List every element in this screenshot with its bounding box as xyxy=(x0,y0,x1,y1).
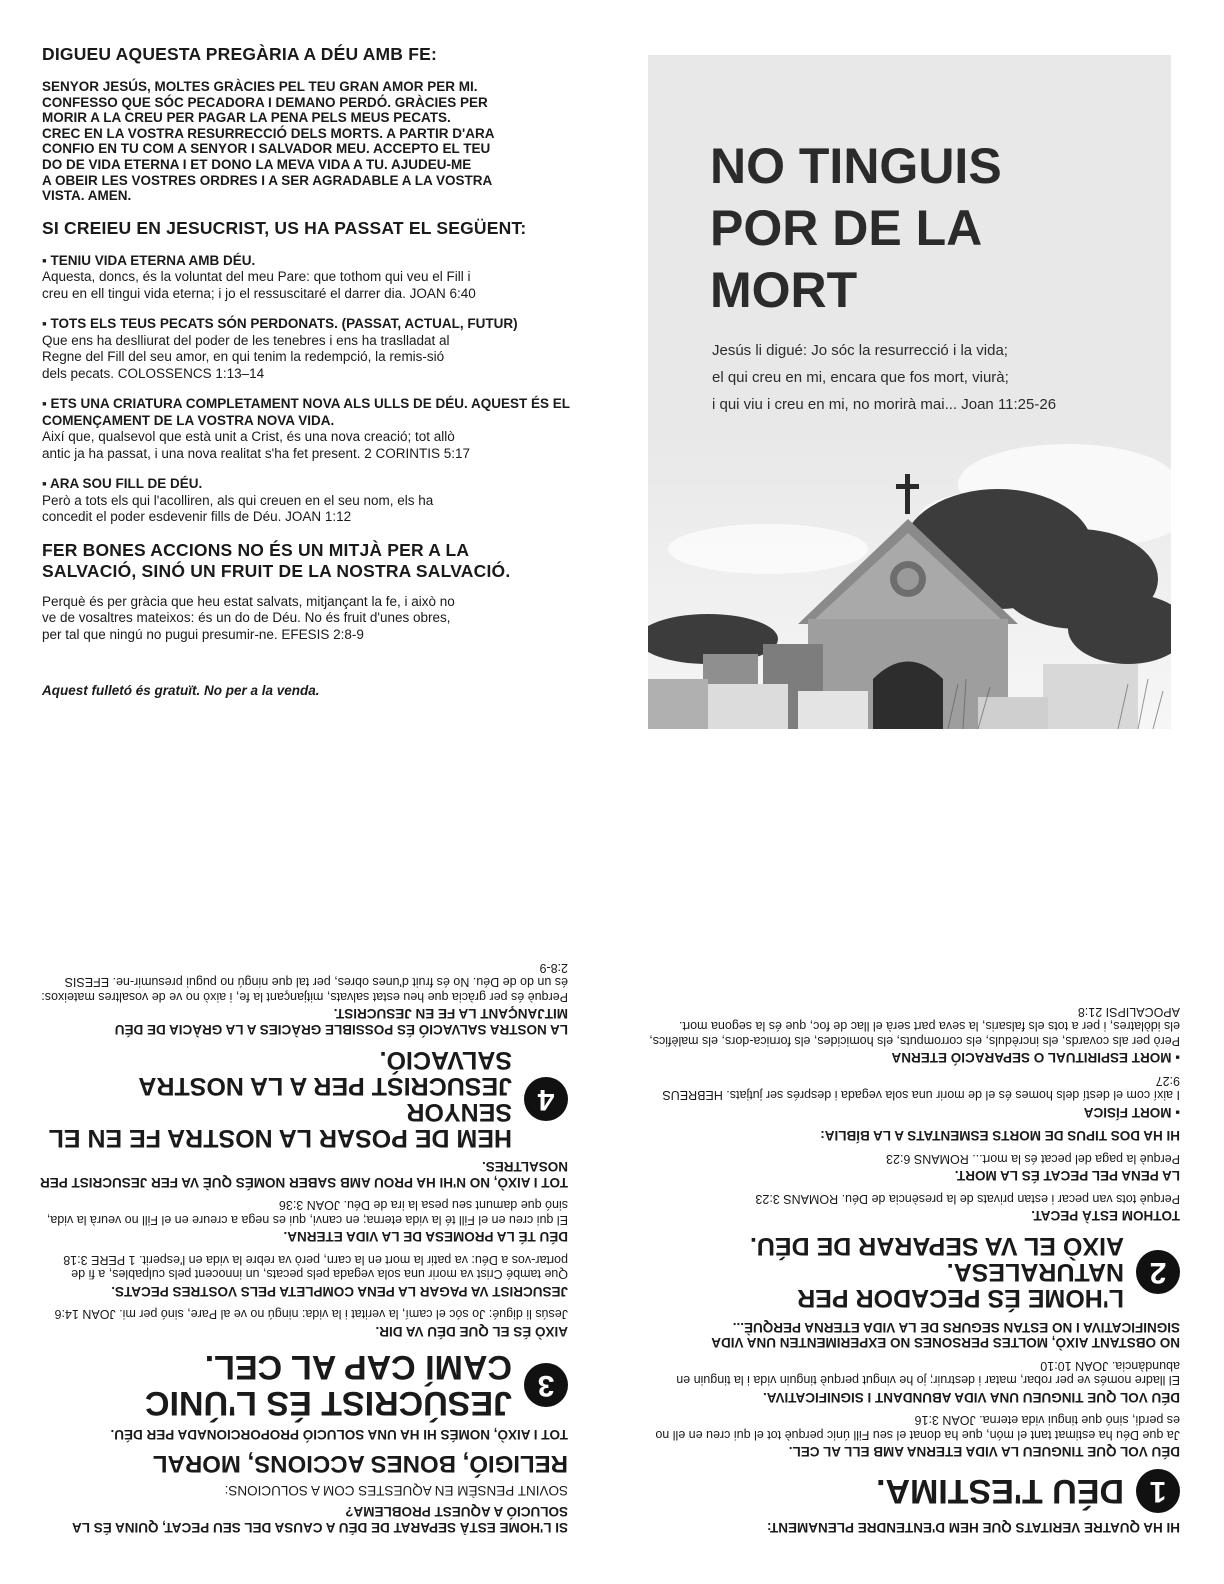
section-text: Perquè la paga del pecat és la mort... ROMANS 6:23 xyxy=(886,1152,1180,1166)
truth-section xyxy=(640,1413,1180,1460)
section-text: Perquè tots van pecar i estan privats de la presència de Déu. ROMANS 3:23 xyxy=(755,1192,1180,1206)
truth-section xyxy=(640,1074,1180,1121)
section-title: TOT I AIXÒ, NO N'HI HA PROU AMB SABER NOMÉS QUÈ VA FER JESUCRIST PER NOSALTRES. xyxy=(39,1159,568,1190)
truth-number-badge: 4 xyxy=(524,1077,568,1121)
truth-number-badge: 3 xyxy=(524,1363,568,1407)
title-line: JESÚCRIST ÉS L'ÚNIC xyxy=(144,1384,512,1422)
truth-section xyxy=(40,1198,568,1245)
truth-section xyxy=(40,1253,568,1300)
section-title: TOTHOM ESTÀ PECAT. xyxy=(1031,1208,1180,1224)
solution-question: SI L'HOME ESTÀ SEPARAT DE DÉU A CAUSA DEL SEU PECAT, QUINA ÉS LA SOLUCIÓ A AQUEST PROBLEMA? xyxy=(72,1504,568,1535)
works-line: per tal que ningú no pugui presumir-ne. EFESIS 2:8-9 xyxy=(42,626,364,642)
solutions-intro: SOVINT PENSÈM EN AQUESTES COM A SOLUCIONS: xyxy=(224,1483,568,1498)
bullet-title: ▪ ARA SOU FILL DE DÉU. xyxy=(42,476,582,493)
truth-section xyxy=(640,1359,1180,1406)
section-title: DÉU VOL QUE TINGUEU LA VIDA ETERNA AMB ELL AL CEL. xyxy=(788,1444,1180,1460)
section-title: DÉU TÉ LA PROMESA DE LA VIDA ETERNA. xyxy=(283,1229,568,1245)
section-title: ▪ MORT FÍSICA xyxy=(1083,1105,1180,1120)
section-title: LA NOSTRA SALVACIÓ ÉS POSSIBLE GRÀCIES A LA GRÀCIA DE DÉU MITJANÇANT LA FE EN JESUCRIST. xyxy=(114,1006,568,1037)
section-text: I així com el destí dels homes és el de morir una sola vegada i després ser jutjats. HEBREUS 9:27 xyxy=(662,1074,1180,1103)
prayer-line: CREC EN LA VOSTRA RESURRECCIÓ DELS MORTS. A PARTIR D'ARA xyxy=(42,125,495,141)
section-text: Perquè és per gràcia que heu estat salvats, mitjançant la fe, i això no ve de vosaltres mateixos: és un do de Déu. No és fruit d'unes obres, per tal que ningú no pugui presumir-ne. EFESIS 2:8-9 xyxy=(41,961,568,1004)
bullet-title: ▪ TOTS ELS TEUS PECATS SÓN PERDONATS. (PASSAT, ACTUAL, FUTUR) xyxy=(42,316,582,333)
works-line: ve de vosaltres mateixos: és un do de Déu. No és fruit d'unes obres, xyxy=(42,610,451,626)
section-text: El lladre només ve per robar, matar i destruir; jo he vingut perquè tinguin vida i la tinguin en abundància. JOAN 10:10 xyxy=(676,1359,1180,1388)
section-text: Ja que Déu ha estimat tant el món, que ha donat el seu Fill únic perquè tot el qui creu en ell no es perdi, sinó que tingui vida eterna. JOAN 3:16 xyxy=(655,1413,1180,1442)
truths-3-4-panel xyxy=(40,800,568,1535)
bullet-title: ▪ TENIU VIDA ETERNA AMB DÉU. xyxy=(42,253,582,270)
cemetery-chapel-image xyxy=(648,429,1171,729)
cover-title-line: MORT xyxy=(710,262,858,318)
truth-section xyxy=(640,1128,1180,1144)
cover-verse xyxy=(712,337,1056,418)
four-truths-intro: HI HA QUATRE VERITATS QUE HEM D'ENTENDRE PLENAMENT: xyxy=(767,1520,1180,1535)
prayer-text xyxy=(42,79,582,204)
works-heading-line: SALVACIÓ, SINÓ UN FRUIT DE LA NOSTRA SALVACIÓ. xyxy=(42,560,511,581)
works-line: Perquè és per gràcia que heu estat salvats, mitjançant la fe, i això no xyxy=(42,593,455,609)
bullet-child-of-god xyxy=(42,476,582,526)
solutions-list: RELIGIÓ, BONES ACCIONS, MORAL xyxy=(152,1450,568,1478)
bullet-line: Així que, qualsevol que està unit a Crist, és una nova creació; tot allò xyxy=(42,429,455,445)
section-title: JESUCRIST VA PAGAR LA PENA COMPLETA PELS VOSTRES PECATS. xyxy=(111,1284,568,1299)
truth-3-title xyxy=(145,1349,512,1421)
truth-2-header xyxy=(640,1234,1180,1312)
section-title: LA PENA PEL PECAT ÉS LA MORT. xyxy=(954,1168,1180,1184)
truth-number-badge: 1 xyxy=(1136,1470,1180,1514)
prayer-line: A OBEIR LES VOSTRES ORDRES I A SER AGRADABLE A LA VOSTRA xyxy=(42,172,493,188)
truths-1-2-panel xyxy=(640,800,1180,1535)
title-line: AIXÒ EL VA SEPARAR DE DÉU. xyxy=(749,1232,1124,1261)
title-line: JESUCRIST PER A LA NOSTRA SALVACIÓ. xyxy=(139,1046,512,1100)
truth-4-header xyxy=(40,1047,568,1151)
works-heading xyxy=(42,540,582,582)
prayer-line: CONFIO EN TU COM A SENYOR I SALVADOR MEU. ACCEPTO EL TEU xyxy=(42,141,491,157)
truth-section xyxy=(640,1192,1180,1224)
title-line: L'HOME ÉS PECADOR PER NATURALESA. xyxy=(797,1258,1124,1313)
bullet-line: concedit el poder esdevenir fills de Déu. JOAN 1:12 xyxy=(42,509,352,525)
only-solution: TOT I AIXÒ, NOMÉS HI HA UNA SOLUCIÓ PROPORCIONADA PER DÉU. xyxy=(110,1427,568,1443)
bullet-line: Que ens ha deslliurat del poder de les tenebres i ens ha traslladat al xyxy=(42,332,450,348)
truth-number-badge: 2 xyxy=(1136,1251,1180,1295)
truth-section xyxy=(40,1307,568,1339)
believe-heading: SI CREIEU EN JESUCRIST, US HA PASSAT EL SEGÜENT: xyxy=(42,217,527,238)
bullet-sins-forgiven xyxy=(42,316,582,382)
section-text: Però per als covards, els incrèduls, els corromputs, els homicides, els fornica-dors, els malèfics, els idòlatres, i per a tots els falsaris, la seva part serà el llac de foc, que és la segona mort. APOCALIPSI 21:8 xyxy=(649,1005,1180,1048)
bullet-line: Però a tots els qui l'acolliren, als qui creuen en el seu nom, els ha xyxy=(42,492,434,508)
prayer-heading: DIGUEU AQUESTA PREGÀRIA A DÉU AMB FE: xyxy=(42,44,437,64)
truth-2-title xyxy=(640,1234,1124,1312)
verse-line: i qui viu i creu en mi, no morirà mai... Joan 11:25-26 xyxy=(712,396,1057,413)
verse-line: el qui creu en mi, encara que fos mort, viurà; xyxy=(712,369,1009,386)
truth-4-title xyxy=(40,1047,512,1151)
bullet-eternal-life xyxy=(42,253,582,303)
section-title: ▪ MORT ESPIRITUAL O SEPARACIÓ ETERNA xyxy=(891,1050,1180,1066)
section-title: NO OBSTANT AIXÒ, MOLTES PERSONES NO EXPERIMENTEN UNA VIDA SIGNIFICATIVA I NO ESTAN SEGURS DE LA VIDA ETERNA PERQUÈ... xyxy=(711,1320,1180,1351)
section-text: Jesús li digué: Jo sóc el camí, la veritat i la vida: ningú no ve al Pare, sinó per mi. JOAN 14:6 xyxy=(54,1307,568,1322)
section-title: DÉU VOL QUE TINGUEU UNA VIDA ABUNDANT I SIGNIFICATIVA. xyxy=(762,1390,1180,1405)
title-line: HEM DE POSAR LA NOSTRA FE EN EL SENYOR xyxy=(48,1098,512,1152)
cover-panel xyxy=(648,55,1171,729)
prayer-line: CONFESSO QUE SÓC PECADORA I DEMANO PERDÓ. GRÀCIES PER xyxy=(42,94,488,110)
truth-1-header xyxy=(640,1470,1180,1514)
section-text: El qui creu en el Fill té la vida eterna; en canvi, qui es nega a creure en el Fill no veurà la vida, sinó que damunt seu pesa la ira de Déu. JOAN 3:36 xyxy=(46,1198,568,1227)
bullet-line: Regne del Fill del seu amor, en qui tenim la redempció, la remis-sió xyxy=(42,349,445,365)
cover-title-line: NO TINGUIS xyxy=(710,138,1002,194)
verse-line: Jesús li digué: Jo sóc la resurrecció i la vida; xyxy=(712,342,1008,359)
section-title: HI HA DOS TIPUS DE MORTS ESMENTATS A LA BÍBLIA: xyxy=(820,1128,1180,1144)
truth-3-header xyxy=(40,1349,568,1421)
truth-section xyxy=(640,1005,1180,1066)
prayer-panel xyxy=(42,44,582,698)
bullet-new-creature xyxy=(42,396,582,462)
prayer-line: DO DE VIDA ETERNA I ET DONO LA MEVA VIDA A TU. AJUDEU-ME xyxy=(42,156,472,172)
bullet-line: antic ja ha passat, i una nova realitat s'ha fet present. 2 CORINTIS 5:17 xyxy=(42,445,471,461)
bullet-line: Aquesta, doncs, és la voluntat del meu Pare: que tothom qui veu el Fill i xyxy=(42,269,471,285)
truth-1-title: DÉU T'ESTIMA. xyxy=(876,1472,1124,1511)
section-text: Que també Crist va morir una sola vegada pels pecats, un innocent pels culpables, a fi de portar-vos a Déu: va patir la mort en la carn, però va rebre la vida en l'esperit. 1 PERE 3:18 xyxy=(63,1253,568,1282)
works-heading-line: FER BONES ACCIONS NO ÉS UN MITJÀ PER A LA xyxy=(42,539,470,560)
prayer-line: VISTA. AMEN. xyxy=(42,188,132,204)
section-title: AIXÒ ÉS EL QUE DÉU VA DIR. xyxy=(375,1324,568,1339)
bullet-line: dels pecats. COLOSSENCS 1:13–14 xyxy=(42,365,265,381)
truth-section xyxy=(640,1320,1180,1351)
bullet-title: ▪ ETS UNA CRIATURA COMPLETAMENT NOVA ALS ULLS DE DÉU. AQUEST ÉS EL COMENÇAMENT DE LA VOSTRA NOVA VIDA. xyxy=(42,396,582,429)
title-line: CAMÍ CAP AL CEL. xyxy=(204,1348,512,1386)
works-text xyxy=(42,594,582,644)
truth-section xyxy=(40,1159,568,1190)
cover-title xyxy=(710,135,1002,321)
prayer-line: SENYOR JESÚS, MOLTES GRÀCIES PEL TEU GRAN AMOR PER MI. xyxy=(42,79,478,94)
truth-section xyxy=(640,1152,1180,1184)
free-note: Aquest fulletó és gratuït. No per a la venda. xyxy=(42,683,320,699)
prayer-line: MORIR A LA CREU PER PAGAR LA PENA PELS MEUS PECATS. xyxy=(42,110,451,126)
cover-title-line: POR DE LA xyxy=(710,200,983,256)
bullet-line: creu en ell tingui vida eterna; i jo el ressuscitaré el darrer dia. JOAN 6:40 xyxy=(42,285,476,301)
truth-section xyxy=(40,961,568,1038)
